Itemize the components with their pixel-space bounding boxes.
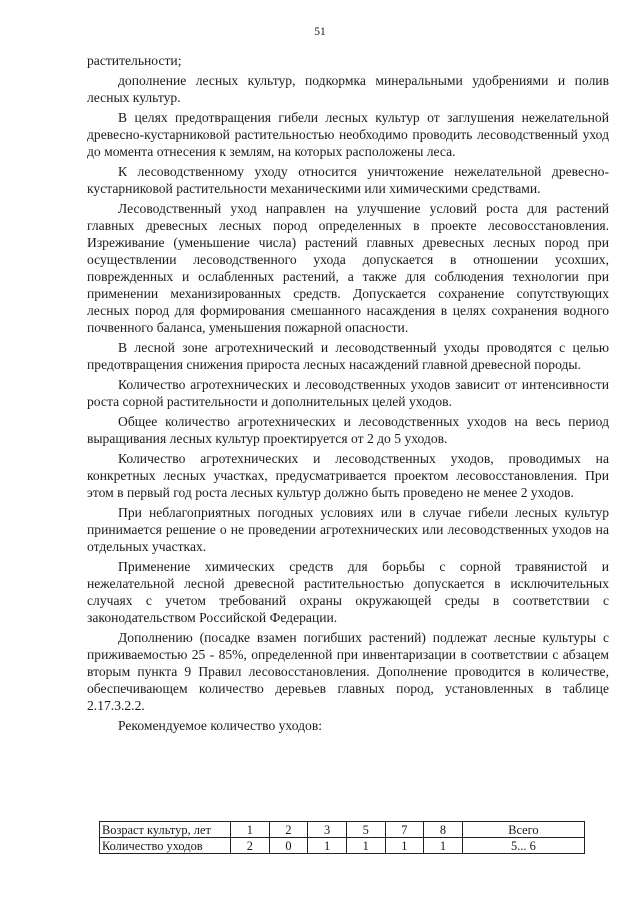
paragraph: Общее количество агротехнических и лесоводственных уходов на весь период выращивания лесных культур проектируется от 2 до 5 уходов. <box>87 414 609 446</box>
paragraph: Количество агротехнических и лесоводственных уходов зависит от интенсивности роста сорной растительности и дополнительных целей уходов. <box>87 377 609 409</box>
table-row <box>100 838 585 854</box>
paragraph: дополнение лесных культур, подкормка минеральными удобрениями и полив лесных культур. <box>87 73 609 105</box>
table-cell: 1 <box>308 838 347 854</box>
table-cell: 0 <box>269 838 308 854</box>
paragraph: В целях предотвращения гибели лесных культур от заглушения нежелательной древесно-кустарниковой растительностью необходимо проводить лесоводственный уход до момента отнесения к землям, на которых расположены леса. <box>87 110 609 159</box>
document-body <box>87 52 609 737</box>
table-cell: Возраст культур, лет <box>100 822 231 838</box>
table-cell: 1 <box>346 838 385 854</box>
page-number: 51 <box>314 26 326 38</box>
paragraph: Применение химических средств для борьбы с сорной травянистой и нежелательной лесной древесной растительностью допускается в исключительных случаях с учетом требований охраны окружающей среды в соответствии с законодательством Российской Федерации. <box>87 559 609 625</box>
table-cell: Количество уходов <box>100 838 231 854</box>
table-cell: 3 <box>308 822 347 838</box>
table-cell: 5... 6 <box>462 838 584 854</box>
table-cell: 1 <box>385 838 424 854</box>
table-cell: 1 <box>231 822 270 838</box>
paragraph: К лесоводственному уходу относится уничтожение нежелательной древесно-кустарниковой растительности механическими или химическими средствами. <box>87 164 609 196</box>
table-cell: 1 <box>424 838 463 854</box>
table-cell: 2 <box>231 838 270 854</box>
paragraph: Дополнению (посадке взамен погибших растений) подлежат лесные культуры с приживаемостью 25 - 85%, определенной при инвентаризации в соответствии с абзацем вторым пункта 9 Правил лесовосстановления. Дополнение проводится в количестве, обеспечивающем количество деревьев главных пород, установленных в таблице 2.17.3.2.2. <box>87 630 609 713</box>
table-cell: 7 <box>385 822 424 838</box>
paragraph: растительности; <box>87 53 182 68</box>
table-cell: 5 <box>346 822 385 838</box>
table-cell: 8 <box>424 822 463 838</box>
paragraph: Лесоводственный уход направлен на улучшение условий роста для растений главных древесных лесных пород определенных в проекте лесовосстановления. Изреживание (уменьшение числа) растений главных древесных лесных пород при осуществлении лесоводственного ухода допускается в отношении усохших, поврежденных и ослабленных растений, а также для соблюдения технологии при применении механизированных средств. Допускается сохранение сопутствующих лесных пород для формирования смешанного насаждения в целях сохранения водного почвенного баланса, уменьшения пожарной опасности. <box>87 201 609 335</box>
paragraph: В лесной зоне агротехнический и лесоводственный уходы проводятся с целью предотвращения снижения прироста лесных насаждений главной древесной породы. <box>87 340 609 372</box>
table-cell: 2 <box>269 822 308 838</box>
table-caption: Рекомендуемое количество уходов: <box>118 718 323 733</box>
table-cell: Всего <box>462 822 584 838</box>
paragraph: При неблагоприятных погодных условиях или в случае гибели лесных культур принимается решение о не проведении агротехнических или лесоводственных уходов на отдельных участках. <box>87 505 609 554</box>
paragraph: Количество агротехнических и лесоводственных уходов, проводимых на конкретных лесных участках, предусматривается проектом лесовосстановления. При этом в первый год роста лесных культур должно быть проведено не менее 2 уходов. <box>87 451 609 500</box>
care-count-table <box>99 821 585 854</box>
table-header-row <box>100 822 585 838</box>
